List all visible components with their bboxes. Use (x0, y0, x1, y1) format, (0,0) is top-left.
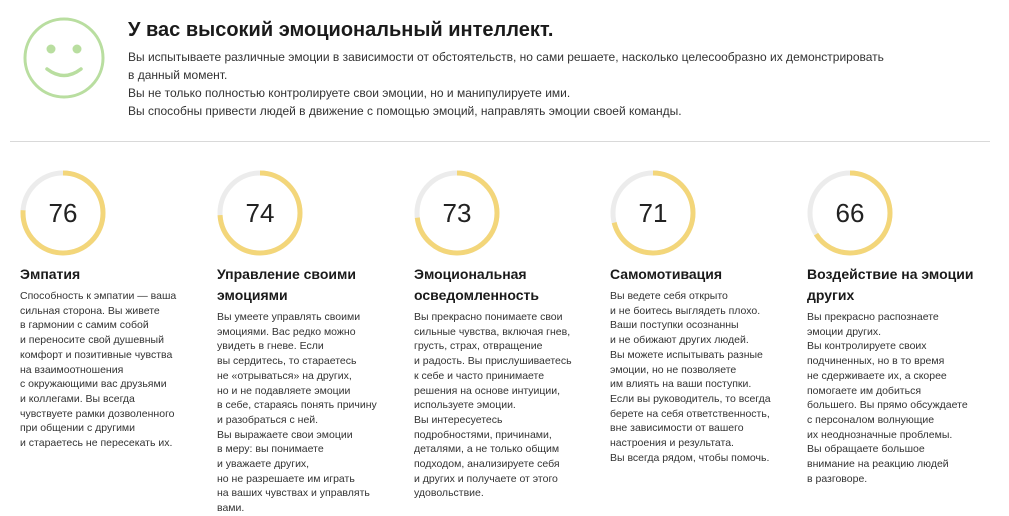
smiley-face-icon (22, 16, 106, 100)
card-title: Эмоциональная осведомленность (414, 266, 539, 303)
score-value: 73 (442, 197, 472, 228)
score-gauge (217, 170, 303, 256)
card-description: Способность к эмпатии — ваша сильная сторона. Вы живете в гармонии с самим собой и переносите свой душевный комфорт и позитивные чувства на взаимоотношения с окружающими вас друзьями и коллегами. Вы всегда чувствуете рамки дозволенного при общении с другими и стараетесь не пересекать их. (20, 290, 177, 450)
result-header (128, 18, 988, 120)
result-description-line: в данный момент. (128, 68, 228, 82)
section-divider (10, 141, 990, 142)
score-card-self-motivation (610, 170, 790, 465)
result-description-line: Вы испытываете различные эмоции в зависимости от обстоятельств, но сами решаете, насколько целесообразно их демонстрировать (128, 50, 884, 64)
score-card-influence (807, 170, 987, 486)
score-value: 76 (48, 197, 78, 228)
score-gauge (414, 170, 500, 256)
score-card-empathy (20, 170, 200, 451)
score-card-emotional-awareness (414, 170, 594, 501)
card-title: Управление своими эмоциями (217, 266, 356, 303)
score-gauge (807, 170, 893, 256)
card-description: Вы прекрасно понимаете свои сильные чувства, включая гнев, грусть, страх, отвращение и радость. Вы прислушиваетесь к себе и часто принимаете решения на основе интуиции, используете эмоции. Вы интересуетесь подробностями, причинами, деталями, а не только общим подходом, анализируете себя и других и получаете от этого удовольствие. (414, 311, 572, 500)
card-description: Вы умеете управлять своими эмоциями. Вас редко можно увидеть в гневе. Если вы сердитесь, то стараетесь не «отрываться» на других, но и не подавляете эмоции в себе, стараясь понять причину и разобраться с ней. Вы выражаете свои эмоции в меру: вы понимаете и уважаете других, но не разрешаете им играть на ваших чувствах и управлять вами. (217, 311, 377, 515)
score-value: 71 (638, 197, 668, 228)
result-description-line: Вы способны привести людей в движение с помощью эмоций, направлять эмоции своей команды. (128, 104, 682, 118)
result-description-line: Вы не только полностью контролируете свои эмоции, но и манипулируете ими. (128, 86, 571, 100)
score-value: 66 (835, 197, 865, 228)
result-title: У вас высокий эмоциональный интеллект. (128, 19, 554, 41)
card-title: Воздействие на эмоции других (807, 266, 974, 303)
score-card-emotion-management (217, 170, 397, 516)
card-title: Самомотивация (610, 266, 723, 282)
card-title: Эмпатия (20, 266, 81, 282)
score-gauge (610, 170, 696, 256)
score-gauge (20, 170, 106, 256)
score-value: 74 (245, 197, 275, 228)
card-description: Вы ведете себя открыто и не боитесь выглядеть плохо. Ваши поступки осознанны и не обижают других людей. Вы можете испытывать разные эмоции, но не позволяете им влиять на ваши поступки. Если вы руководитель, то всегда берете на себя ответственность, вне зависимости от вашего настроения и результата. Вы всегда рядом, чтобы помочь. (610, 290, 771, 464)
card-description: Вы прекрасно распознаете эмоции других. Вы контролируете своих подчиненных, но в то время не сдерживаете их, а скорее помогаете им добиться большего. Вы прямо обсуждаете с персоналом волнующие их неоднозначные проблемы. Вы обращаете большое внимание на реакцию людей в разговоре. (807, 311, 968, 485)
